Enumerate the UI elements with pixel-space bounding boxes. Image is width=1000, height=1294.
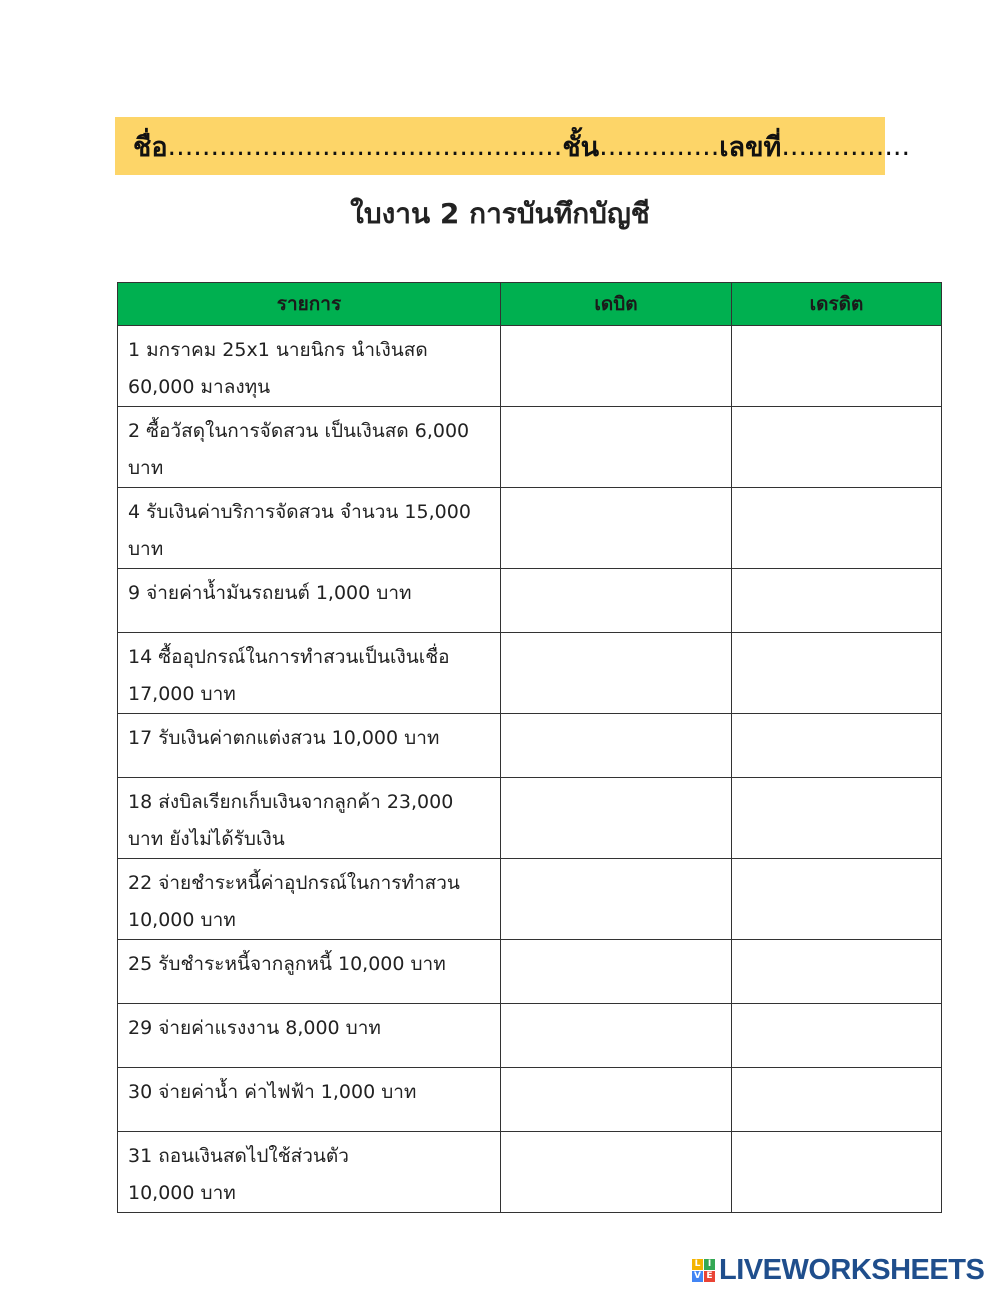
logo-mark-tile: I [704,1259,715,1270]
credit-cell[interactable] [732,569,942,633]
transaction-description [118,488,501,569]
description-line: 30 จ่ายค่าน้ำ ค่าไฟฟ้า 1,000 บาท [128,1081,417,1103]
description-line: 10,000 บาท [128,1182,236,1204]
credit-cell[interactable] [732,1004,942,1068]
transaction-description [118,940,501,1004]
description-line: 17 รับเงินค่าตกแต่งสวน 10,000 บาท [128,727,440,749]
number-label: เลขที่ [719,131,782,163]
description-line: บาท ยังไม่ได้รับเงิน [128,828,285,850]
table-row [118,1132,942,1213]
journal-table [117,282,942,1213]
table-row [118,778,942,859]
debit-cell[interactable] [501,859,732,940]
class-blank[interactable]: .............. [599,130,720,162]
credit-cell[interactable] [732,1132,942,1213]
table-row [118,488,942,569]
debit-cell[interactable] [501,326,732,407]
table-row [118,1004,942,1068]
transaction-description [118,714,501,778]
table-row [118,940,942,1004]
credit-cell[interactable] [732,326,942,407]
table-row [118,859,942,940]
description-line: 2 ซื้อวัสดุในการจัดสวน เป็นเงินสด 6,000 [128,420,470,442]
transaction-description [118,1068,501,1132]
description-line: 60,000 มาลงทุน [128,376,271,398]
debit-cell[interactable] [501,569,732,633]
header-credit: เดรดิต [732,283,942,326]
table-row [118,569,942,633]
student-info-bar [115,117,911,175]
description-line: บาท [128,457,164,479]
transaction-description [118,778,501,859]
credit-cell[interactable] [732,940,942,1004]
description-line: 9 จ่ายค่าน้ำมันรถยนต์ 1,000 บาท [128,582,412,604]
transaction-description [118,859,501,940]
debit-cell[interactable] [501,778,732,859]
transaction-description [118,407,501,488]
credit-cell[interactable] [732,633,942,714]
debit-cell[interactable] [501,714,732,778]
header-debit: เดบิต [501,283,732,326]
transaction-description [118,569,501,633]
debit-cell[interactable] [501,407,732,488]
table-header-row [118,283,942,326]
debit-cell[interactable] [501,633,732,714]
logo-mark-tile: V [692,1271,703,1282]
transaction-description [118,326,501,407]
logo-mark-tile: E [704,1271,715,1282]
credit-cell[interactable] [732,778,942,859]
logo-mark-tile: L [692,1259,703,1270]
credit-cell[interactable] [732,1068,942,1132]
description-line: 31 ถอนเงินสดไปใช้ส่วนตัว [128,1145,349,1167]
credit-cell[interactable] [732,859,942,940]
credit-cell[interactable] [732,488,942,569]
debit-cell[interactable] [501,1132,732,1213]
credit-cell[interactable] [732,714,942,778]
table-row [118,326,942,407]
table-row [118,714,942,778]
description-line: บาท [128,538,164,560]
debit-cell[interactable] [501,940,732,1004]
description-line: 29 จ่ายค่าแรงงาน 8,000 บาท [128,1017,381,1039]
description-line: 14 ซื้ออุปกรณ์ในการทำสวนเป็นเงินเชื่อ [128,646,450,668]
description-line: 22 จ่ายชำระหนี้ค่าอุปกรณ์ในการทำสวน [128,872,460,894]
description-line: 25 รับชำระหนี้จากลูกหนี้ 10,000 บาท [128,953,446,975]
table-row [118,407,942,488]
name-blank[interactable]: .............................................. [167,130,563,162]
debit-cell[interactable] [501,488,732,569]
logo-mark-icon [692,1259,715,1282]
class-label: ชั้น [562,131,600,163]
debit-cell[interactable] [501,1068,732,1132]
table-row [118,633,942,714]
description-line: 18 ส่งบิลเรียกเก็บเงินจากลูกค้า 23,000 [128,791,454,813]
number-blank[interactable]: ............... [781,130,911,162]
worksheet-title: ใบงาน 2 การบันทึกบัญชี [350,197,650,230]
debit-cell[interactable] [501,1004,732,1068]
logo-text: LIVEWORKSHEETS [719,1253,985,1286]
description-line: 1 มกราคม 25x1 นายนิกร นำเงินสด [128,339,428,361]
credit-cell[interactable] [732,407,942,488]
description-line: 17,000 บาท [128,683,236,705]
liveworksheets-logo [692,1254,984,1286]
transaction-description [118,1132,501,1213]
description-line: 4 รับเงินค่าบริการจัดสวน จำนวน 15,000 [128,501,471,523]
transaction-description [118,1004,501,1068]
name-label: ชื่อ [133,131,168,163]
header-description: รายการ [118,283,501,326]
transaction-description [118,633,501,714]
description-line: 10,000 บาท [128,909,236,931]
table-row [118,1068,942,1132]
